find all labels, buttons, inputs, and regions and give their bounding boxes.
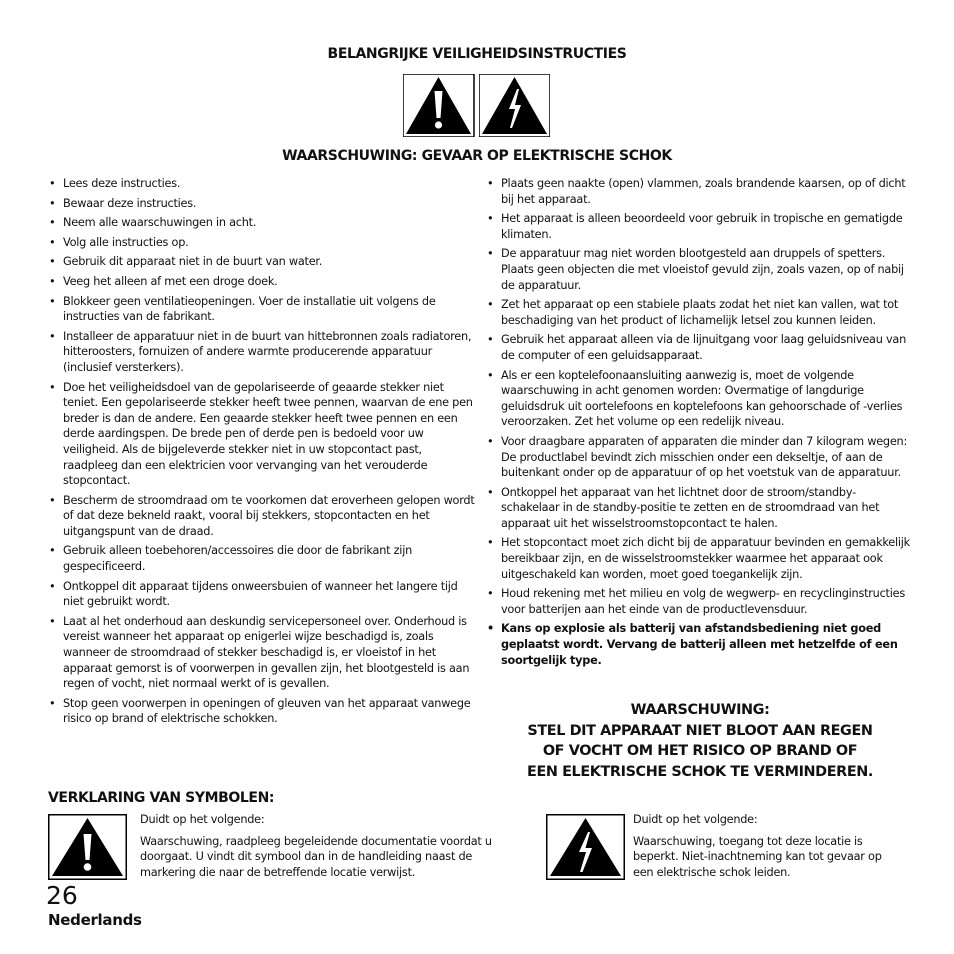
list-item: • Volg alle instructies op. xyxy=(48,235,476,251)
list-item: • Lees deze instructies. xyxy=(48,176,476,192)
symbol-intro: Duidt op het volgende: xyxy=(633,813,758,826)
symbol-text: Waarschuwing, raadpleeg begeleidende documentatie voordat u doorgaat. U vindt dit symbool dan in de handleiding naast de markering die naar de betreffende locatie verwijst. xyxy=(140,834,492,879)
warning-icons xyxy=(403,74,550,137)
list-item: • Voor draagbare apparaten of apparaten die minder dan 7 kilogram wegen: De productlabel bevindt zich misschien onder een dekseltje, of aan de buitenkant onder op de apparatuur of op het voetstuk van de apparatuur. xyxy=(486,434,914,481)
warning-line: OF VOCHT OM HET RISICO OP BRAND OF xyxy=(542,743,858,759)
list-item: • Ontkoppel dit apparaat tijdens onweersbuien of wanneer het langere tijd niet gebruikt wordt. xyxy=(48,579,476,610)
warning-line: STEL DIT APPARAAT NIET BLOOT AAN REGEN xyxy=(527,722,873,739)
exclamation-triangle-icon xyxy=(48,814,127,880)
list-item: • Het apparaat is alleen beoordeeld voor gebruik in tropische en gematigde klimaten. xyxy=(486,211,914,242)
symbol-intro: Duidt op het volgende: xyxy=(140,813,265,826)
battery-warning-item: • Kans op explosie als batterij van afstandsbediening niet goed geplaatst wordt. Vervang de batterij alleen met hetzelfde of een soortgelijk type. xyxy=(486,621,914,668)
list-item: • Houd rekening met het milieu en volg de wegwerp- en recyclinginstructies voor batterijen aan het einde van de productlevensduur. xyxy=(486,586,914,617)
list-item: • Als er een koptelefoonaansluiting aanwezig is, moet de volgende waarschuwing in acht genomen worden: Overmatige of langdurige geluidsdruk uit oortelefoons en koptelefoons kan gehoorschade of -verlies veroorzaken. Zet het volume op een redelijk niveau. xyxy=(486,368,914,430)
lightning-triangle-icon xyxy=(479,74,550,137)
symbol-lightning-description xyxy=(633,812,893,886)
list-item: • Zet het apparaat op een stabiele plaats zodat het niet kan vallen, wat tot beschadiging van het product of lichamelijk letsel zou kunnen leiden. xyxy=(486,297,914,328)
symbol-exclamation-description xyxy=(140,812,500,886)
list-item: • Stop geen voorwerpen in openingen of gleuven van het apparaat vanwege risico op brand of elektrische schokken. xyxy=(48,696,476,727)
list-item: • Blokkeer geen ventilatieopeningen. Voer de installatie uit volgens de instructies van de fabrikant. xyxy=(48,294,476,325)
list-item: • Bescherm de stroomdraad om te voorkomen dat eroverheen gelopen wordt of dat deze bekneld raakt, vooral bij stekkers, stopcontacten en het uitgangspunt van de draad. xyxy=(48,493,476,540)
list-item: • Veeg het alleen af met een droge doek. xyxy=(48,274,476,290)
list-item: • Ontkoppel het apparaat van het lichtnet door de stroom/standby-schakelaar in de standby-positie te zetten en de stroomdraad van het apparaat uit het wisselstroomstopcontact te halen. xyxy=(486,485,914,532)
list-item: • Doe het veiligheidsdoel van de gepolariseerde of geaarde stekker niet teniet. Een gepolariseerde stekker heeft twee pennen, waarvan de ene pen breder is dan de andere. Een geaarde stekker heeft twee pennen en een derde aardingspen. De brede pen of derde pen is bedoeld voor uw veiligheid. Als de bijgeleverde stekker niet in uw stopcontact past, raadpleeg dan een elektricien voor vervanging van het verouderde stopcontact. xyxy=(48,380,476,489)
list-item: • Gebruik alleen toebehoren/accessoires die door de fabrikant zijn gespecificeerd. xyxy=(48,543,476,574)
list-item: • Gebruik dit apparaat niet in de buurt van water. xyxy=(48,254,476,270)
right-instruction-list xyxy=(486,176,914,672)
shock-warning-heading: WAARSCHUWING: GEVAAR OP ELEKTRISCHE SCHOK xyxy=(282,148,672,164)
list-item: • Plaats geen naakte (open) vlammen, zoals brandende kaarsen, op of dicht bij het apparaat. xyxy=(486,176,914,207)
lightning-triangle-icon xyxy=(546,814,625,880)
list-item: • Bewaar deze instructies. xyxy=(48,196,476,212)
left-instruction-list xyxy=(48,176,476,731)
language-label: Nederlands xyxy=(48,911,142,929)
list-item: • Het stopcontact moet zich dicht bij de apparatuur bevinden en gemakkelijk bereikbaar zijn, en de wisselstroomstekker waarmee het apparaat ook uitgeschakeld kan worden, moet goed toegankelijk zijn. xyxy=(486,535,914,582)
page-title: BELANGRIJKE VEILIGHEIDSINSTRUCTIES xyxy=(327,46,627,62)
symbols-heading: VERKLARING VAN SYMBOLEN: xyxy=(48,790,275,806)
page-number: 26 xyxy=(46,881,78,910)
symbol-text: Waarschuwing, toegang tot deze locatie is beperkt. Niet-inachtneming kan tot gevaar op een elektrische schok leiden. xyxy=(633,834,882,879)
list-item: • Neem alle waarschuwingen in acht. xyxy=(48,215,476,231)
list-item: • Installeer de apparatuur niet in de buurt van hittebronnen zoals radiatoren, hitteroosters, fornuizen of andere warmte producerende apparatuur (inclusief versterkers). xyxy=(48,329,476,376)
warning-line: WAARSCHUWING: xyxy=(630,702,770,718)
rain-warning-block xyxy=(470,700,930,782)
warning-line: EEN ELEKTRISCHE SCHOK TE VERMINDEREN. xyxy=(527,763,873,780)
list-item: • Laat al het onderhoud aan deskundig servicepersoneel over. Onderhoud is vereist wanneer het apparaat op enigerlei wijze beschadigd is, zoals wanneer de stroomdraad of stekker beschadigd is, er vloeistof in het apparaat gemorst is of voorwerpen in gevallen zijn, het blootgesteld is aan regen of vocht, niet normaal werkt of is gevallen. xyxy=(48,614,476,692)
list-item: • Gebruik het apparaat alleen via de lijnuitgang voor laag geluidsniveau van de computer of een geluidsapparaat. xyxy=(486,332,914,363)
list-item: • De apparatuur mag niet worden blootgesteld aan druppels of spetters. Plaats geen objecten die met vloeistof gevuld zijn, zoals vazen, op of nabij de apparatuur. xyxy=(486,246,914,293)
